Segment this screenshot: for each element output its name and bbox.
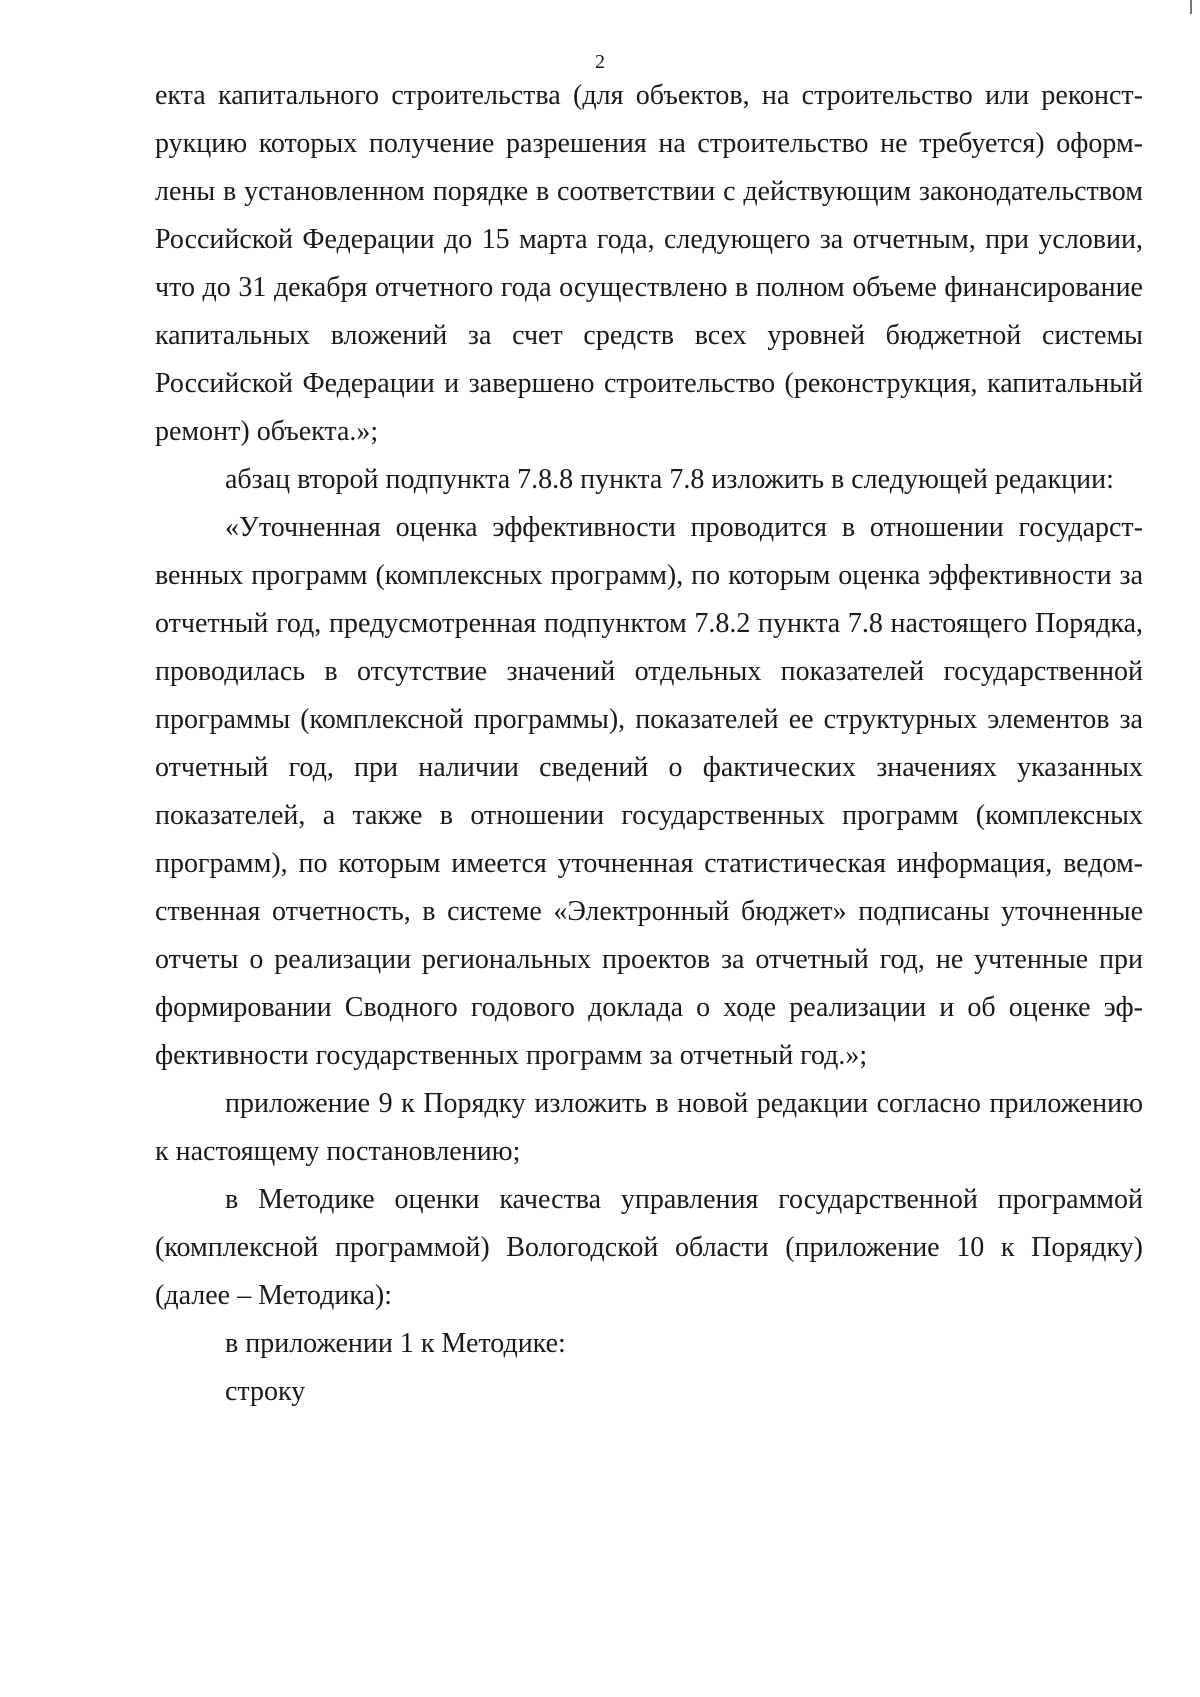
paragraph-row: строку <box>225 1376 306 1407</box>
paragraph-quoted-text: «Уточненная оценка эффективности проводится в отношении государственных программ (комплексных программ), по которым оценка эффективности за отчетный год, предусмотренная подпунктом 7.8.2 пункта 7.8 настоящего Порядка, проводилась в отсутствие значений отдельных показателей государственной программы (комплексной программы), показателей ее структурных элементов за отчетный год, при наличии сведений о фактических значениях указанных показателей, а также в отношении государственных программ (комплексных программ), по которым имеется уточненная статистическая информация, ведомственная отчетность, в системе «Электронный бюджет» подписаны уточненные отчеты о реализации региональных проектов за отчетный год, не учтенные при формировании Сводного годового доклада о ходе реализации и об оценке эффективности государственных программ за отчетный год.»; <box>155 512 1143 1071</box>
scan-edge-mark <box>1190 0 1192 14</box>
paragraph-appendix-1: в приложении 1 к Методике: <box>225 1328 566 1359</box>
paragraph-continuation: екта капитального строительства (для объектов, на строительство или реконструкцию которых получение разрешения на строительство не требуется) оформлены в установленном порядке в соответствии с действующим законодательством Российской Федерации до 15 марта года, следующего за отчетным, при условии, что до 31 декабря отчетного года осуществлено в полном объеме финансирование капитальных вложений за счет средств всех уровней бюджетной системы Российской Федерации и завершено строительство (реконструкция, капитальный ремонт) объекта.»; <box>155 80 1143 447</box>
paragraph-appendix-9: приложение 9 к Порядку изложить в новой редакции согласно приложению к настоящему постановлению; <box>155 1088 1143 1167</box>
paragraph-methodology: в Методике оценки качества управления государственной программой (комплексной программой) Вологодской области (приложение 10 к Порядку) (далее – Методика): <box>155 1184 1143 1311</box>
page-number: 2 <box>595 51 605 73</box>
paragraph-amendment-instruction: абзац второй подпункта 7.8.8 пункта 7.8 изложить в следующей редакции: <box>225 464 1114 495</box>
document-body <box>155 72 1143 1416</box>
